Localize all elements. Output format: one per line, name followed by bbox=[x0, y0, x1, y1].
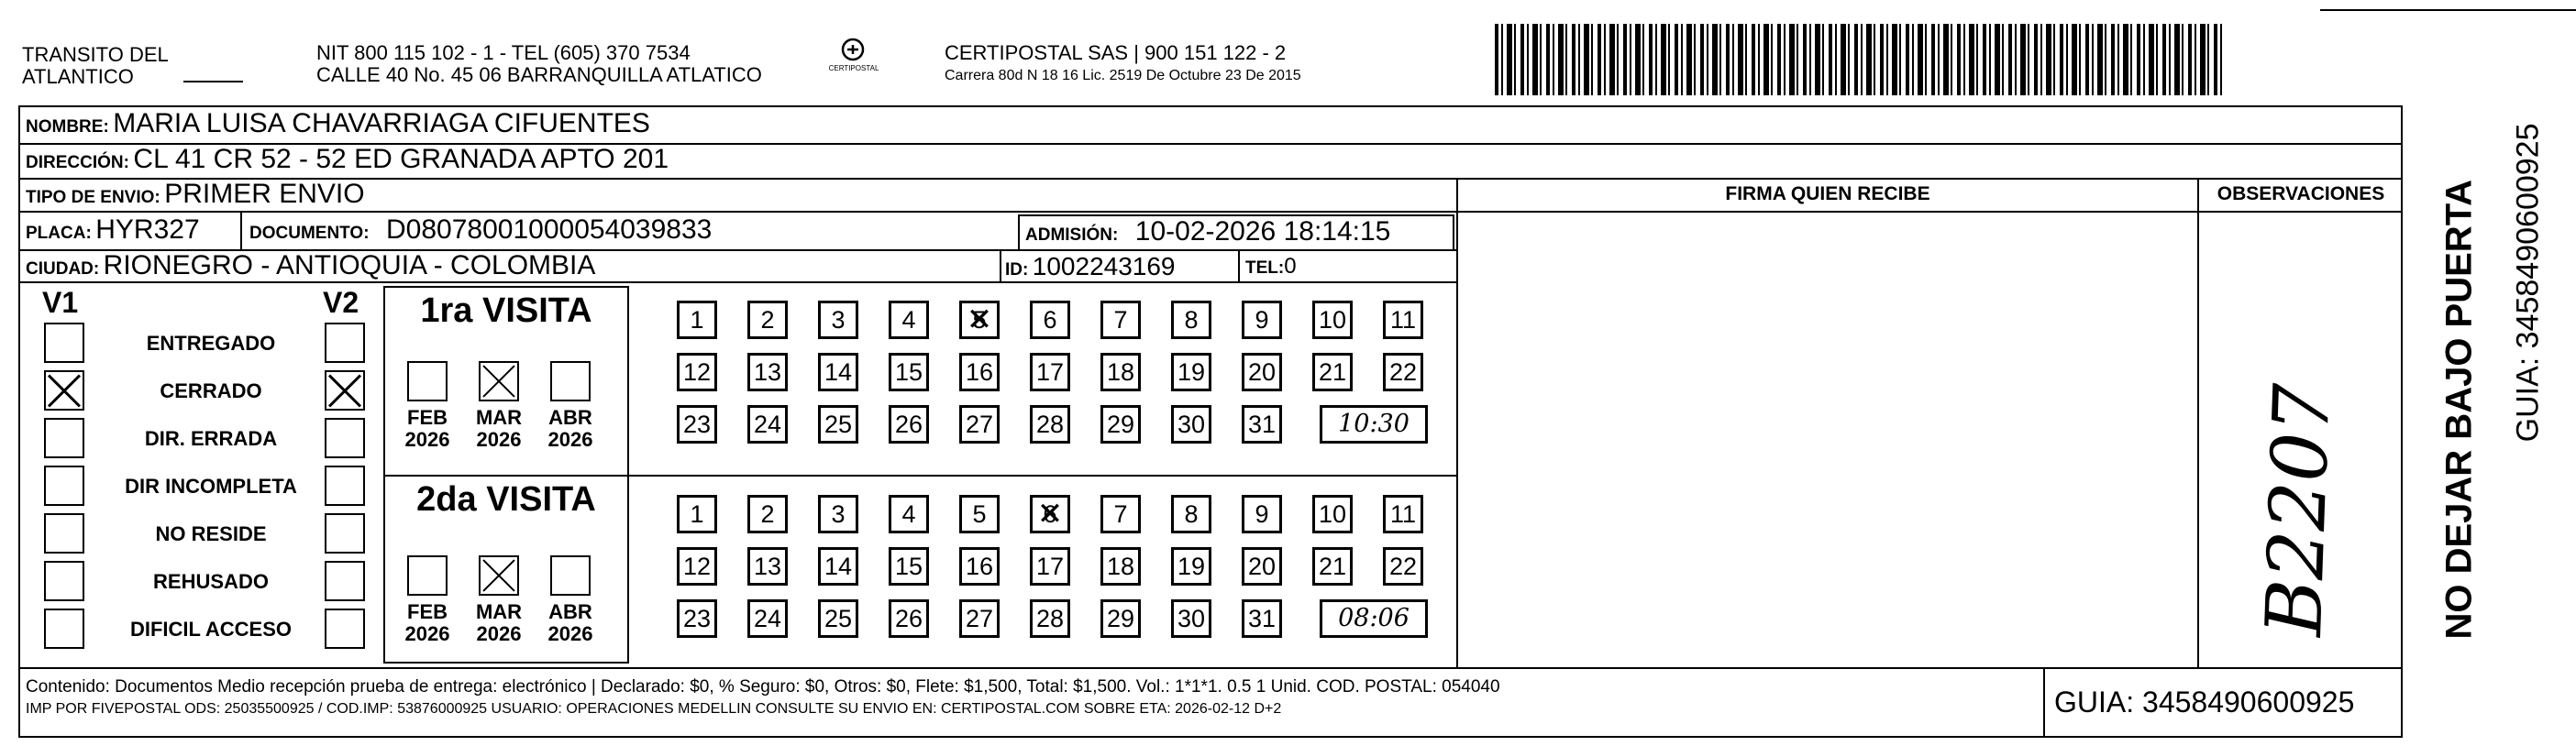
id-label: ID: bbox=[1005, 260, 1029, 280]
status-reason-label: NO RESIDE bbox=[155, 522, 267, 545]
day-box[interactable]: 16 bbox=[959, 353, 1000, 391]
day-box[interactable]: 28 bbox=[1030, 405, 1070, 444]
month-name: FEB bbox=[407, 600, 448, 623]
day-box[interactable]: 7 bbox=[1100, 301, 1141, 339]
firma-divider bbox=[1456, 178, 1458, 667]
placa-cell bbox=[26, 214, 200, 246]
month-label bbox=[400, 601, 455, 645]
day-box[interactable]: 4 bbox=[889, 301, 929, 339]
v1-header: V1 bbox=[42, 286, 79, 319]
no-dejar-text: NO DEJAR BAJO PUERTA bbox=[2438, 179, 2480, 640]
month-name: MAR bbox=[475, 600, 523, 623]
documento-label: DOCUMENTO: bbox=[249, 224, 370, 243]
placa-value: HYR327 bbox=[95, 214, 200, 245]
day-box[interactable]: 11 bbox=[1383, 301, 1423, 339]
day-box[interactable]: 6 ✕ bbox=[1030, 495, 1070, 533]
ciudad-value: RIONEGRO - ANTIOQUIA - COLOMBIA bbox=[103, 250, 596, 280]
nit-line: NIT 800 115 102 - 1 - TEL (605) 370 7534 bbox=[316, 41, 691, 64]
admision-cell bbox=[1025, 216, 1390, 247]
month-name: ABR bbox=[548, 600, 592, 623]
v2-checkbox[interactable] bbox=[325, 466, 365, 506]
day-box[interactable]: 29 bbox=[1100, 599, 1141, 638]
row-line bbox=[18, 281, 1458, 283]
ciudad-cell bbox=[26, 250, 595, 281]
month-name: MAR bbox=[475, 406, 523, 429]
tel-cell bbox=[1245, 254, 1297, 280]
observation-handwriting bbox=[2219, 339, 2375, 651]
day-box[interactable]: 21 bbox=[1312, 353, 1353, 391]
day-box[interactable]: 24 bbox=[747, 405, 788, 444]
day-box[interactable]: 27 bbox=[959, 599, 1000, 638]
day-box[interactable]: 31 bbox=[1242, 599, 1282, 638]
day-box[interactable]: 19 bbox=[1171, 353, 1211, 391]
day-box[interactable]: 5 bbox=[959, 495, 1000, 533]
day-box[interactable]: 22 bbox=[1383, 353, 1423, 391]
issuer-info bbox=[316, 42, 762, 86]
nombre-row bbox=[26, 108, 650, 139]
day-box[interactable]: 11 bbox=[1383, 495, 1423, 533]
day-box[interactable]: 25 bbox=[818, 405, 858, 444]
month-name: FEB bbox=[407, 406, 448, 429]
logo-text: CERTIPOSTAL bbox=[828, 64, 879, 72]
company-name bbox=[22, 44, 169, 88]
corner-rule bbox=[2320, 9, 2576, 11]
month-label bbox=[543, 601, 598, 645]
month-checkbox[interactable] bbox=[550, 555, 591, 596]
day-box[interactable]: 26 bbox=[889, 405, 929, 444]
day-box[interactable]: 15 bbox=[889, 547, 929, 586]
row-line bbox=[18, 211, 2403, 213]
footer-line-2: IMP POR FIVEPOSTAL ODS: 25035500925 / COD.IMP: 53876000925 USUARIO: OPERACIONES MEDELLIN CONSULTE SU ENVIO EN: CERTIPOSTAL.COM SOBRE ETA: 2026-02-12 D+2 bbox=[26, 701, 1282, 717]
month-label bbox=[543, 407, 598, 451]
admision-label: ADMISIÓN: bbox=[1025, 225, 1119, 245]
month-checkbox[interactable] bbox=[479, 555, 519, 596]
v2-checkbox[interactable] bbox=[325, 418, 365, 458]
status-reason-label: REHUSADO bbox=[153, 570, 269, 593]
visit-time: 10:30 bbox=[1320, 405, 1428, 444]
day-box[interactable]: 14 bbox=[818, 353, 858, 391]
certipostal-line-2: Carrera 80d N 18 16 Lic. 2519 De Octubre 23 De 2015 bbox=[945, 68, 1301, 83]
v1-checkbox[interactable] bbox=[44, 513, 84, 554]
side-text bbox=[2414, 123, 2546, 646]
day-box[interactable]: 21 bbox=[1312, 547, 1353, 586]
day-box[interactable]: 4 bbox=[889, 495, 929, 533]
tel-label: TEL: bbox=[1245, 258, 1285, 278]
nombre-value: MARIA LUISA CHAVARRIAGA CIFUENTES bbox=[113, 108, 650, 138]
day-box[interactable]: 14 bbox=[818, 547, 858, 586]
visit-1-title: 1ra VISITA bbox=[420, 291, 592, 330]
day-box[interactable]: 9 bbox=[1242, 301, 1282, 339]
v2-checkbox[interactable] bbox=[325, 513, 365, 554]
day-box[interactable]: 9 bbox=[1242, 495, 1282, 533]
day-box[interactable]: 17 bbox=[1030, 353, 1070, 391]
day-box[interactable]: 10 bbox=[1312, 301, 1353, 339]
visit-divider-days bbox=[629, 475, 1456, 477]
handwriting-text: B2207 bbox=[2249, 381, 2348, 638]
v1-checkbox[interactable] bbox=[44, 418, 84, 458]
day-box[interactable]: 12 bbox=[677, 547, 717, 586]
day-box[interactable]: 3 bbox=[818, 495, 858, 533]
day-box[interactable]: 20 bbox=[1242, 547, 1282, 586]
day-box[interactable]: 6 bbox=[1030, 301, 1070, 339]
v2-checkbox[interactable] bbox=[325, 370, 365, 411]
month-label bbox=[471, 601, 526, 645]
month-year: 2026 bbox=[547, 622, 593, 645]
tel-value: 0 bbox=[1284, 254, 1297, 279]
footer-line-1: Contenido: Documentos Medio recepción prueba de entrega: electrónico | Declarado: $0, % Seguro: $0, Otros: $0, Flete: $1,500, Total: $1,500. Vol.: 1*1*1. 0.5 1 Unid. COD. POSTAL: 054040 bbox=[26, 677, 1500, 697]
underline-mark bbox=[183, 81, 243, 82]
day-box[interactable]: 5 ✕ bbox=[959, 301, 1000, 339]
month-label bbox=[471, 407, 526, 451]
day-box[interactable]: 18 bbox=[1100, 353, 1141, 391]
day-box[interactable]: 20 bbox=[1242, 353, 1282, 391]
v1-checkbox[interactable] bbox=[44, 609, 84, 649]
day-box[interactable]: 8 bbox=[1171, 301, 1211, 339]
footer-content bbox=[26, 676, 1500, 720]
barcode bbox=[1495, 24, 2224, 95]
day-box[interactable]: 2 bbox=[747, 495, 788, 533]
visit-2-title: 2da VISITA bbox=[416, 480, 596, 519]
ciudad-label: CIUDAD: bbox=[26, 259, 100, 279]
month-year: 2026 bbox=[476, 428, 522, 451]
day-box[interactable]: 15 bbox=[889, 353, 929, 391]
firma-header: FIRMA QUIEN RECIBE bbox=[1725, 183, 1930, 204]
day-box[interactable]: 17 bbox=[1030, 547, 1070, 586]
status-reason-label: DIR. ERRADA bbox=[144, 427, 278, 450]
nombre-label: NOMBRE: bbox=[26, 117, 109, 137]
id-cell bbox=[1005, 252, 1176, 281]
observaciones-header: OBSERVACIONES bbox=[2217, 183, 2385, 204]
day-box[interactable]: 1 bbox=[677, 301, 717, 339]
day-box[interactable]: 31 bbox=[1242, 405, 1282, 444]
month-year: 2026 bbox=[404, 622, 450, 645]
v2-checkbox[interactable] bbox=[325, 609, 365, 649]
v2-checkbox[interactable] bbox=[325, 323, 365, 363]
day-box[interactable]: 7 bbox=[1100, 495, 1141, 533]
month-checkbox[interactable] bbox=[407, 361, 448, 401]
status-reason-label: CERRADO bbox=[160, 379, 262, 402]
cell-divider bbox=[1238, 249, 1240, 281]
month-label bbox=[400, 407, 455, 451]
v1-checkbox[interactable] bbox=[44, 370, 84, 411]
day-box[interactable]: 2 bbox=[747, 301, 788, 339]
day-box[interactable]: 26 bbox=[889, 599, 929, 638]
side-guia: GUIA: 3458490600925 bbox=[2510, 123, 2546, 443]
id-value: 1002243169 bbox=[1032, 252, 1176, 280]
obs-divider bbox=[2197, 178, 2199, 667]
day-box[interactable]: 13 bbox=[747, 547, 788, 586]
day-box[interactable]: 18 bbox=[1100, 547, 1141, 586]
issuer-address: CALLE 40 No. 45 06 BARRANQUILLA ATLATICO bbox=[316, 63, 762, 86]
certipostal-line-1: CERTIPOSTAL SAS | 900 151 122 - 2 bbox=[945, 41, 1287, 64]
placa-label: PLACA: bbox=[26, 224, 92, 243]
tipo-row bbox=[26, 179, 365, 210]
day-box[interactable]: 13 bbox=[747, 353, 788, 391]
v2-checkbox[interactable] bbox=[325, 561, 365, 601]
day-box[interactable]: 8 bbox=[1171, 495, 1211, 533]
day-box[interactable]: 22 bbox=[1383, 547, 1423, 586]
day-box[interactable]: 19 bbox=[1171, 547, 1211, 586]
direccion-row bbox=[26, 144, 669, 175]
direccion-value: CL 41 CR 52 - 52 ED GRANADA APTO 201 bbox=[133, 144, 669, 174]
footer-guia: GUIA: 3458490600925 bbox=[2054, 686, 2355, 719]
day-box[interactable]: 30 bbox=[1171, 405, 1211, 444]
month-checkbox[interactable] bbox=[407, 555, 448, 596]
cell-divider bbox=[240, 211, 242, 249]
day-box[interactable]: 23 bbox=[677, 599, 717, 638]
status-reason-label: ENTREGADO bbox=[146, 332, 276, 355]
status-reason-label: DIFICIL ACCESO bbox=[129, 618, 292, 641]
documento-cell bbox=[249, 214, 712, 246]
day-box[interactable]: 3 bbox=[818, 301, 858, 339]
day-box[interactable]: 29 bbox=[1100, 405, 1141, 444]
v1-checkbox[interactable] bbox=[44, 561, 84, 601]
v1-checkbox[interactable] bbox=[44, 323, 84, 363]
day-box[interactable]: 12 bbox=[677, 353, 717, 391]
day-box[interactable]: 23 bbox=[677, 405, 717, 444]
day-box[interactable]: 10 bbox=[1312, 495, 1353, 533]
day-box[interactable]: 30 bbox=[1171, 599, 1211, 638]
day-box[interactable]: 1 bbox=[677, 495, 717, 533]
documento-value: D08078001000054039833 bbox=[386, 214, 713, 245]
status-reason-label: DIR INCOMPLETA bbox=[125, 475, 297, 498]
month-checkbox[interactable] bbox=[479, 361, 519, 401]
admision-value: 10-02-2026 18:14:15 bbox=[1134, 216, 1391, 247]
day-box[interactable]: 28 bbox=[1030, 599, 1070, 638]
day-box[interactable]: 27 bbox=[959, 405, 1000, 444]
tipo-value: PRIMER ENVIO bbox=[164, 179, 365, 209]
day-box[interactable]: 16 bbox=[959, 547, 1000, 586]
footer-divider bbox=[2043, 667, 2045, 738]
month-name: ABR bbox=[548, 406, 592, 429]
visit-time: 08:06 bbox=[1320, 599, 1428, 638]
company-line-1: TRANSITO DEL bbox=[22, 43, 169, 66]
month-year: 2026 bbox=[476, 622, 522, 645]
month-checkbox[interactable] bbox=[550, 361, 591, 401]
cell-divider bbox=[1000, 249, 1001, 281]
certipostal-info bbox=[945, 42, 1301, 84]
day-box[interactable]: 25 bbox=[818, 599, 858, 638]
v1-checkbox[interactable] bbox=[44, 466, 84, 506]
row-line bbox=[18, 667, 2403, 669]
certipostal-logo bbox=[828, 37, 879, 73]
direccion-label: DIRECCIÓN: bbox=[26, 153, 129, 172]
company-line-2: ATLANTICO bbox=[22, 65, 134, 88]
row-line bbox=[18, 178, 2403, 180]
day-box[interactable]: 24 bbox=[747, 599, 788, 638]
v2-header: V2 bbox=[323, 286, 359, 319]
month-year: 2026 bbox=[404, 428, 450, 451]
month-year: 2026 bbox=[547, 428, 593, 451]
visit-divider bbox=[383, 475, 629, 477]
tipo-label: TIPO DE ENVIO: bbox=[26, 188, 160, 207]
